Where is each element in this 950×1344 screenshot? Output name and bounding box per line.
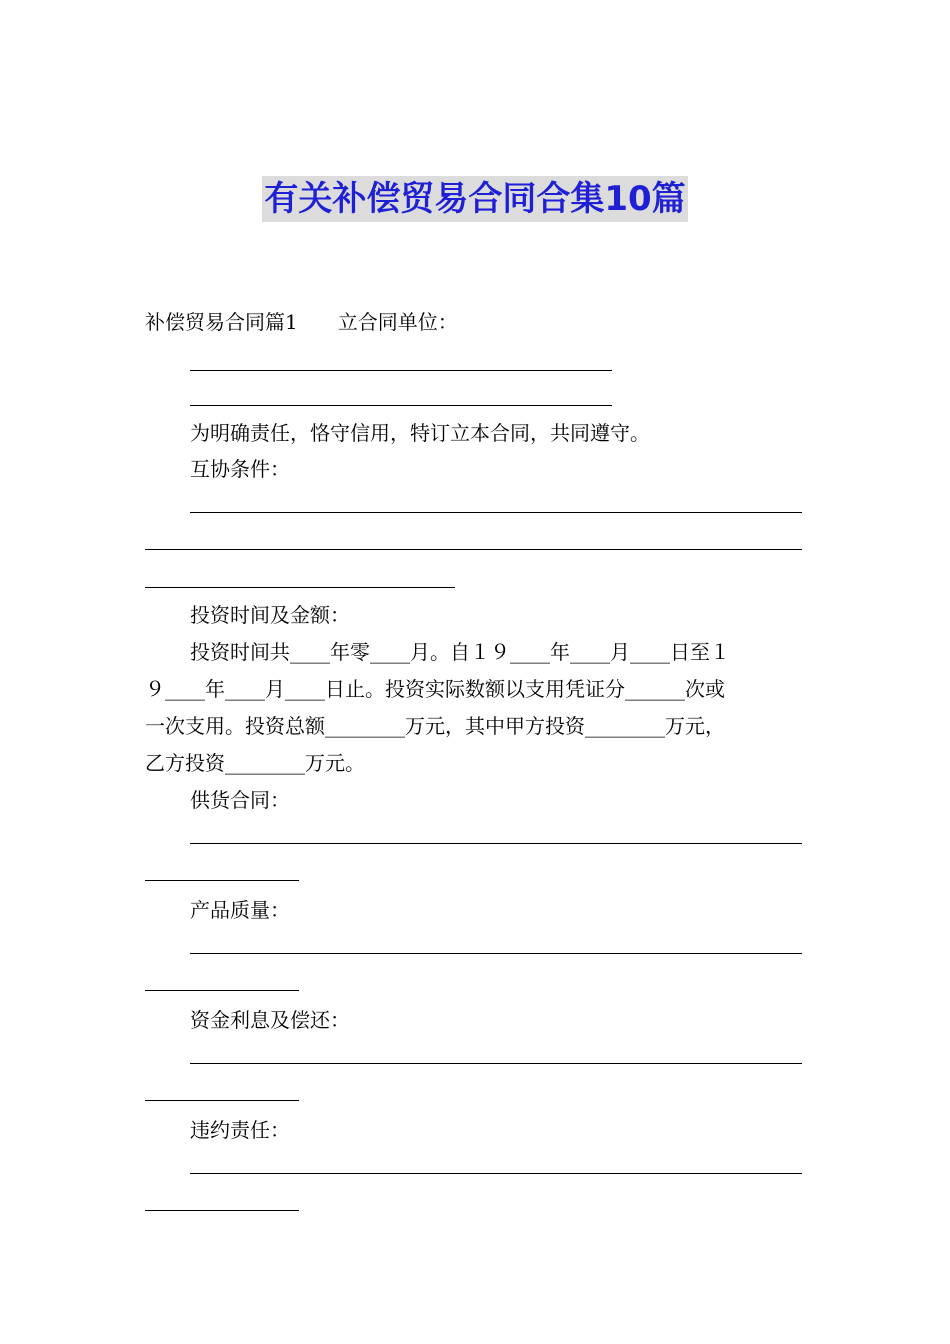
- liability-blank-2: [145, 1210, 299, 1211]
- liability-blank-1: [190, 1173, 802, 1174]
- interest-blank-2: [145, 1100, 299, 1101]
- supply-label: 供货合同：: [190, 788, 290, 812]
- investment-line-1: 投资时间共____年零____月。自１９____年____月____日至１: [190, 640, 730, 664]
- document-title: 有关补偿贸易合同合集10篇: [262, 176, 687, 222]
- investment-label: 投资时间及金额：: [190, 603, 350, 627]
- party-b-blank: [190, 405, 612, 406]
- quality-label: 产品质量：: [190, 898, 290, 922]
- cooperation-blank-1: [190, 512, 802, 513]
- investment-line-2: ９____年____月____日止。投资实际数额以支用凭证分______次或: [145, 677, 725, 701]
- liability-label: 违约责任：: [190, 1118, 290, 1142]
- section-heading-line: [145, 308, 458, 336]
- investment-line-3: 一次支用。投资总额________万元，其中甲方投资________万元，: [145, 714, 725, 738]
- supply-blank-2: [145, 880, 299, 881]
- cooperation-blank-2: [145, 549, 802, 550]
- cooperation-blank-3: [145, 587, 455, 588]
- quality-blank-2: [145, 990, 299, 991]
- party-a-blank: [190, 370, 612, 371]
- document-title-wrap: [0, 176, 950, 222]
- interest-blank-1: [190, 1063, 802, 1064]
- supply-blank-1: [190, 843, 802, 844]
- intro-text: 为明确责任，恪守信用，特订立本合同，共同遵守。: [190, 421, 650, 445]
- quality-blank-1: [190, 953, 802, 954]
- interest-label: 资金利息及偿还：: [190, 1008, 350, 1032]
- section-heading: 补偿贸易合同篇1: [145, 310, 298, 334]
- cooperation-label: 互协条件：: [190, 457, 290, 481]
- parties-label: 立合同单位：: [337, 310, 458, 334]
- investment-line-4: 乙方投资________万元。: [145, 751, 365, 775]
